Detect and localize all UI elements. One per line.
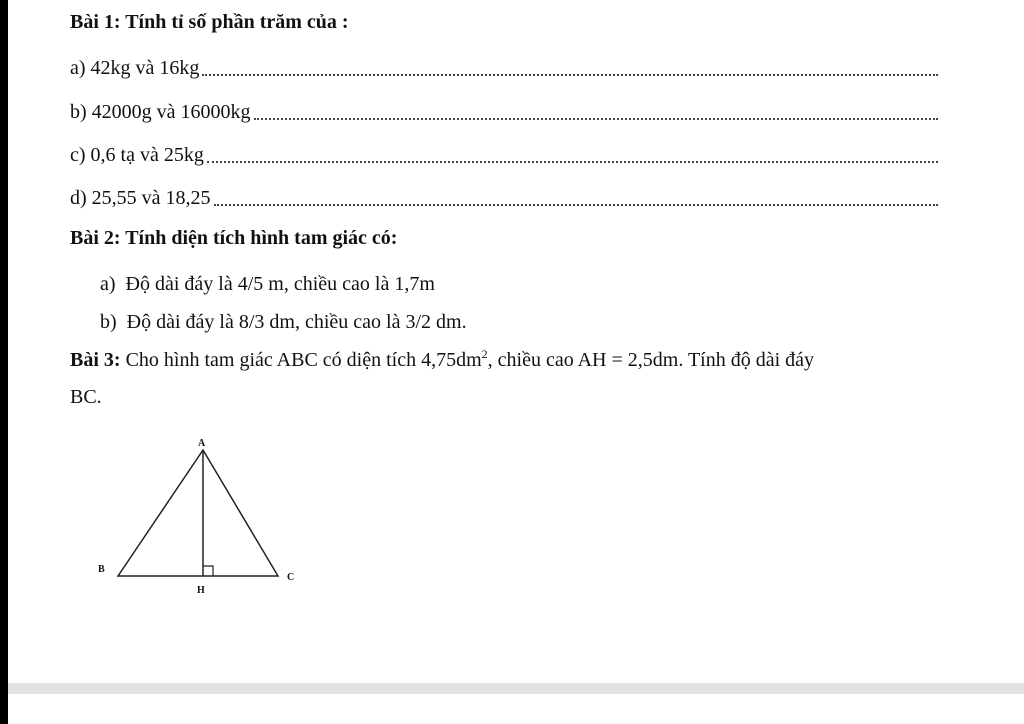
bai3-label: Bài 3: <box>70 349 121 371</box>
bai2-item-b <box>100 310 467 334</box>
bai1-item-a-label: a) 42kg và 16kg <box>70 57 200 79</box>
bai1-item-c <box>70 143 938 167</box>
bai1-title: Bài 1: Tính tỉ số phần trăm của : <box>70 11 349 33</box>
bai1-item-b-label: b) 42000g và 16000kg <box>70 101 251 123</box>
vertex-b-label: B <box>98 564 105 575</box>
answer-dotted-line[interactable] <box>214 198 938 206</box>
page-separator <box>8 683 1024 694</box>
bai1-item-a <box>70 56 938 80</box>
bai3-text-after: , chiều cao AH = 2,5dm. Tính độ dài đáy <box>487 349 815 371</box>
vertex-a-label: A <box>198 438 206 449</box>
bai2-item-a <box>100 272 435 296</box>
triangle-abc <box>118 450 278 576</box>
vertex-c-label: C <box>287 572 295 583</box>
bai3-exponent: 2 <box>481 347 488 361</box>
bai2-title: Bài 2: Tính diện tích hình tam giác có: <box>70 227 398 249</box>
bai1-item-c-label: c) 0,6 tạ và 25kg <box>70 144 204 166</box>
bai2-item-a-text: Độ dài đáy là 4/5 m, chiều cao là 1,7m <box>125 273 435 295</box>
bai3-line1 <box>70 348 814 372</box>
answer-dotted-line[interactable] <box>254 112 938 120</box>
foot-h-label: H <box>197 585 205 596</box>
answer-dotted-line[interactable] <box>202 68 938 76</box>
bai3-line2: BC. <box>70 386 102 408</box>
bai2-item-b-marker: b) <box>100 311 117 333</box>
bai1-item-d <box>70 186 938 210</box>
bai1-item-b <box>70 100 938 124</box>
right-angle-mark <box>203 566 213 576</box>
bai3-text-before: Cho hình tam giác ABC có diện tích 4,75dm <box>120 349 482 371</box>
bai2-item-b-text: Độ dài đáy là 8/3 dm, chiều cao là 3/2 dm. <box>126 311 467 333</box>
triangle-abc-figure <box>88 430 308 600</box>
bai1-item-d-label: d) 25,55 và 18,25 <box>70 187 211 209</box>
bai2-item-a-marker: a) <box>100 273 116 295</box>
worksheet-page <box>8 0 1024 724</box>
answer-dotted-line[interactable] <box>207 155 938 163</box>
